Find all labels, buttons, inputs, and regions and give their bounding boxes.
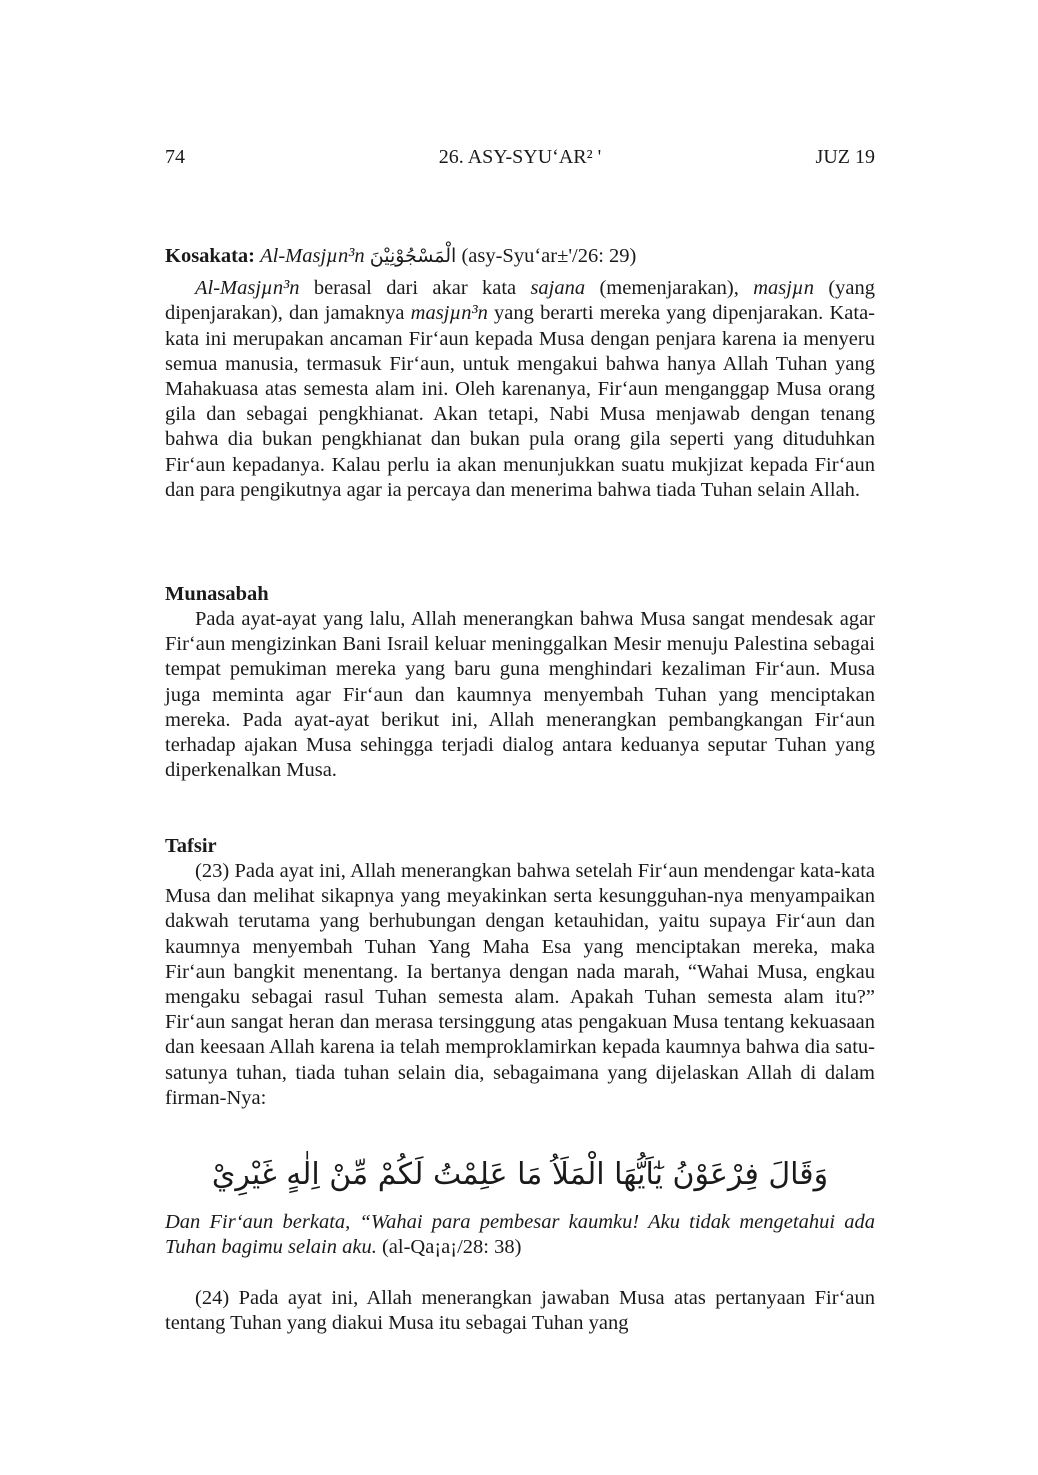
kosakata-section <box>165 244 875 503</box>
munasabah-heading: Munasabah <box>165 583 269 605</box>
term-italic: sajana <box>530 277 586 300</box>
term-italic: Al-Masjµn³n <box>195 277 300 300</box>
munasabah-section <box>165 582 875 783</box>
tafsir-section <box>165 834 875 1111</box>
surah-title: 26. ASY-SYU‘AR² ' <box>438 146 602 168</box>
kosakata-title <box>165 244 875 269</box>
verse-translation <box>165 1210 875 1260</box>
page-number: 74 <box>165 146 185 168</box>
translation-reference: (al-Qa¡a¡/28: 38) <box>381 1236 522 1259</box>
term-italic: masjµn³n <box>410 302 488 325</box>
page-header <box>165 146 875 172</box>
kosakata-reference: (asy-Syu‘ar±'/26: 29) <box>461 245 637 267</box>
kosakata-term: Al-Masjµn³n <box>260 245 365 267</box>
tafsir-24-section <box>165 1286 875 1336</box>
text-run: yang berarti mereka yang dipenjarakan. Kata-kata ini merupakan ancaman Fir‘aun kepada Musa dengan penjara karena ia menyeru semua manusia, termasuk Fir‘aun, untuk mengakui bahwa hanya Allah Tuhan yang Mahakuasa atas semesta alam ini. Oleh karenanya, Fir‘aun menganggap Musa orang gila dan sebagai pengkhianat. Akan tetapi, Nabi Musa menjawab dengan tenang bahwa dia bukan pengkhianat dan bukan pula orang gila seperti yang dituduhkan Fir‘aun kepadanya. Kalau perlu ia akan menunjukkan suatu mukjizat kepada Fir‘aun dan para pengikutnya agar ia percaya dan menerima bahwa tiada Tuhan selain Allah. <box>165 302 875 501</box>
quran-verse-arabic: وَقَالَ فِرْعَوْنُ يٰٓاَيُّهَا الْمَلَاُ مَا عَلِمْتُ لَكُمْ مِّنْ اِلٰهٍ غَيْرِيْ <box>211 1157 829 1192</box>
tafsir-heading: Tafsir <box>165 835 217 857</box>
text-run: (memenjarakan), <box>585 277 754 300</box>
juz-label: JUZ 19 <box>815 146 875 168</box>
kosakata-arabic: الْمَسْجُوْنِيْنَ <box>369 245 457 267</box>
term-italic: masjµn <box>753 277 814 300</box>
text-run: (yang dipenjarakan), dan jamaknya <box>165 277 875 325</box>
munasabah-paragraph: Pada ayat-ayat yang lalu, Allah menerangkan bahwa Musa sangat mendesak agar Fir‘aun mengizinkan Bani Israil keluar meninggalkan Mesir menuju Palestina sebagai tempat pemukiman mereka yang baru guna menghindari kezaliman Fir‘aun. Musa juga meminta agar Fir‘aun dan kaumnya menyembah Tuhan yang menciptakan mereka. Pada ayat-ayat berikut ini, Allah menerangkan pembangkangan Fir‘aun terhadap ajakan Musa sehingga terjadi dialog antara keduanya seputar Tuhan yang diperkenalkan Musa. <box>165 608 875 782</box>
kosakata-label: Kosakata: <box>165 245 255 267</box>
tafsir-paragraph-23: (23) Pada ayat ini, Allah menerangkan bahwa setelah Fir‘aun mendengar kata-kata Musa dan melihat sikapnya yang meyakinkan serta kesungguhan-nya menyampaikan dakwah terutama yang berhubungan dengan ketauhidan, yaitu supaya Fir‘aun dan kaumnya menyembah Tuhan Yang Maha Esa yang menciptakan mereka, maka Fir‘aun bangkit menentang. Ia bertanya dengan nada marah, “Wahai Musa, engkau mengaku sebagai rasul Tuhan semesta alam. Apakah Tuhan semesta alam itu?” Fir‘aun sangat heran dan merasa tersinggung atas pengakuan Musa tentang kekuasaan dan keesaan Allah karena ia telah memproklamirkan kepada kaumnya bahwa dia satu-satunya tuhan, tiada tuhan selain dia, sebagaimana yang dijelaskan Allah di dalam firman-Nya: <box>165 860 875 1109</box>
translation-text: Dan Fir‘aun berkata, “Wahai para pembesar kaumku! Aku tidak mengetahui ada Tuhan bagimu selain aku. <box>165 1211 875 1259</box>
tafsir-paragraph-24: (24) Pada ayat ini, Allah menerangkan jawaban Musa atas pertanyaan Fir‘aun tentang Tuhan yang diakui Musa itu sebagai Tuhan yang <box>165 1287 875 1335</box>
text-run: berasal dari akar kata <box>299 277 531 300</box>
kosakata-paragraph <box>165 276 875 503</box>
